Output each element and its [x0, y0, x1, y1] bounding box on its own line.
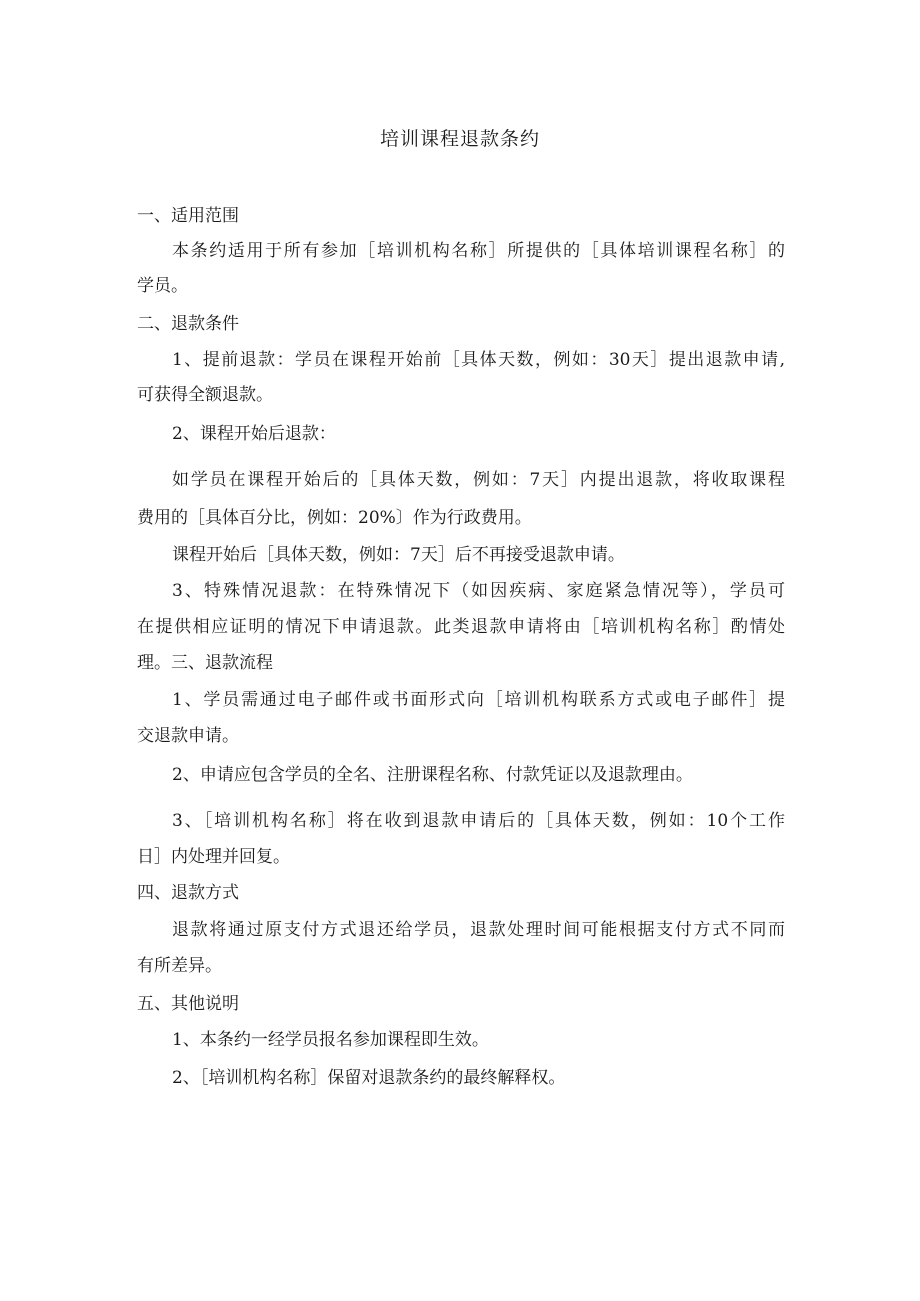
- paragraph-line: 如学员在课程开始后的［具体天数，例如：7天］内提出退款，将收取课程: [172, 470, 785, 490]
- section-heading-conditions: 二、退款条件: [137, 314, 239, 334]
- paragraph-line: 费用的［具体百分比，例如：20%〕作为行政费用。: [137, 508, 532, 528]
- paragraph-line: 3、［培训机构名称］将在收到退款申请后的［具体天数，例如：10个工作: [172, 811, 785, 831]
- paragraph-line: 有所差异。: [137, 956, 222, 976]
- section-heading-scope: 一、适用范围: [137, 206, 239, 226]
- paragraph-line: 交退款申请。: [137, 726, 239, 746]
- section-heading-other: 五、其他说明: [137, 994, 239, 1014]
- paragraph-line: 1、提前退款：学员在课程开始前［具体天数，例如：30天］提出退款申请,: [172, 350, 785, 370]
- paragraph-line: 2、课程开始后退款：: [172, 424, 336, 444]
- paragraph-line: 退款将通过原支付方式退还给学员，退款处理时间可能根据支付方式不同而: [172, 920, 785, 940]
- paragraph-line: 可获得全额退款。: [137, 385, 273, 405]
- paragraph-line: 课程开始后［具体天数，例如：7天］后不再接受退款申请。: [172, 545, 625, 565]
- paragraph-line: 1、本条约一经学员报名参加课程即生效。: [172, 1030, 489, 1050]
- paragraph-line: 2、［培训机构名称］保留对退款条约的最终解释权。: [172, 1068, 566, 1088]
- paragraph-line: 在提供相应证明的情况下申请退款。此类退款申请将由［培训机构名称］酌情处: [137, 617, 785, 637]
- section-heading-method: 四、退款方式: [137, 883, 239, 903]
- paragraph-line: 理。三、退款流程: [137, 653, 273, 673]
- paragraph-line: 3、特殊情况退款：在特殊情况下（如因疾病、家庭紧急情况等），学员可: [172, 581, 785, 601]
- document-title: 培训课程退款条约: [379, 128, 540, 150]
- paragraph-line: 1、学员需通过电子邮件或书面形式向［培训机构联系方式或电子邮件］提: [172, 690, 785, 710]
- paragraph-line: 本条约适用于所有参加［培训机构名称］所提供的［具体培训课程名称］的: [172, 241, 785, 261]
- paragraph-line: 日］内处理并回复。: [137, 847, 290, 867]
- paragraph-line: 2、申请应包含学员的全名、注册课程名称、付款凭证以及退款理由。: [172, 765, 693, 785]
- paragraph-line: 学员。: [137, 276, 188, 296]
